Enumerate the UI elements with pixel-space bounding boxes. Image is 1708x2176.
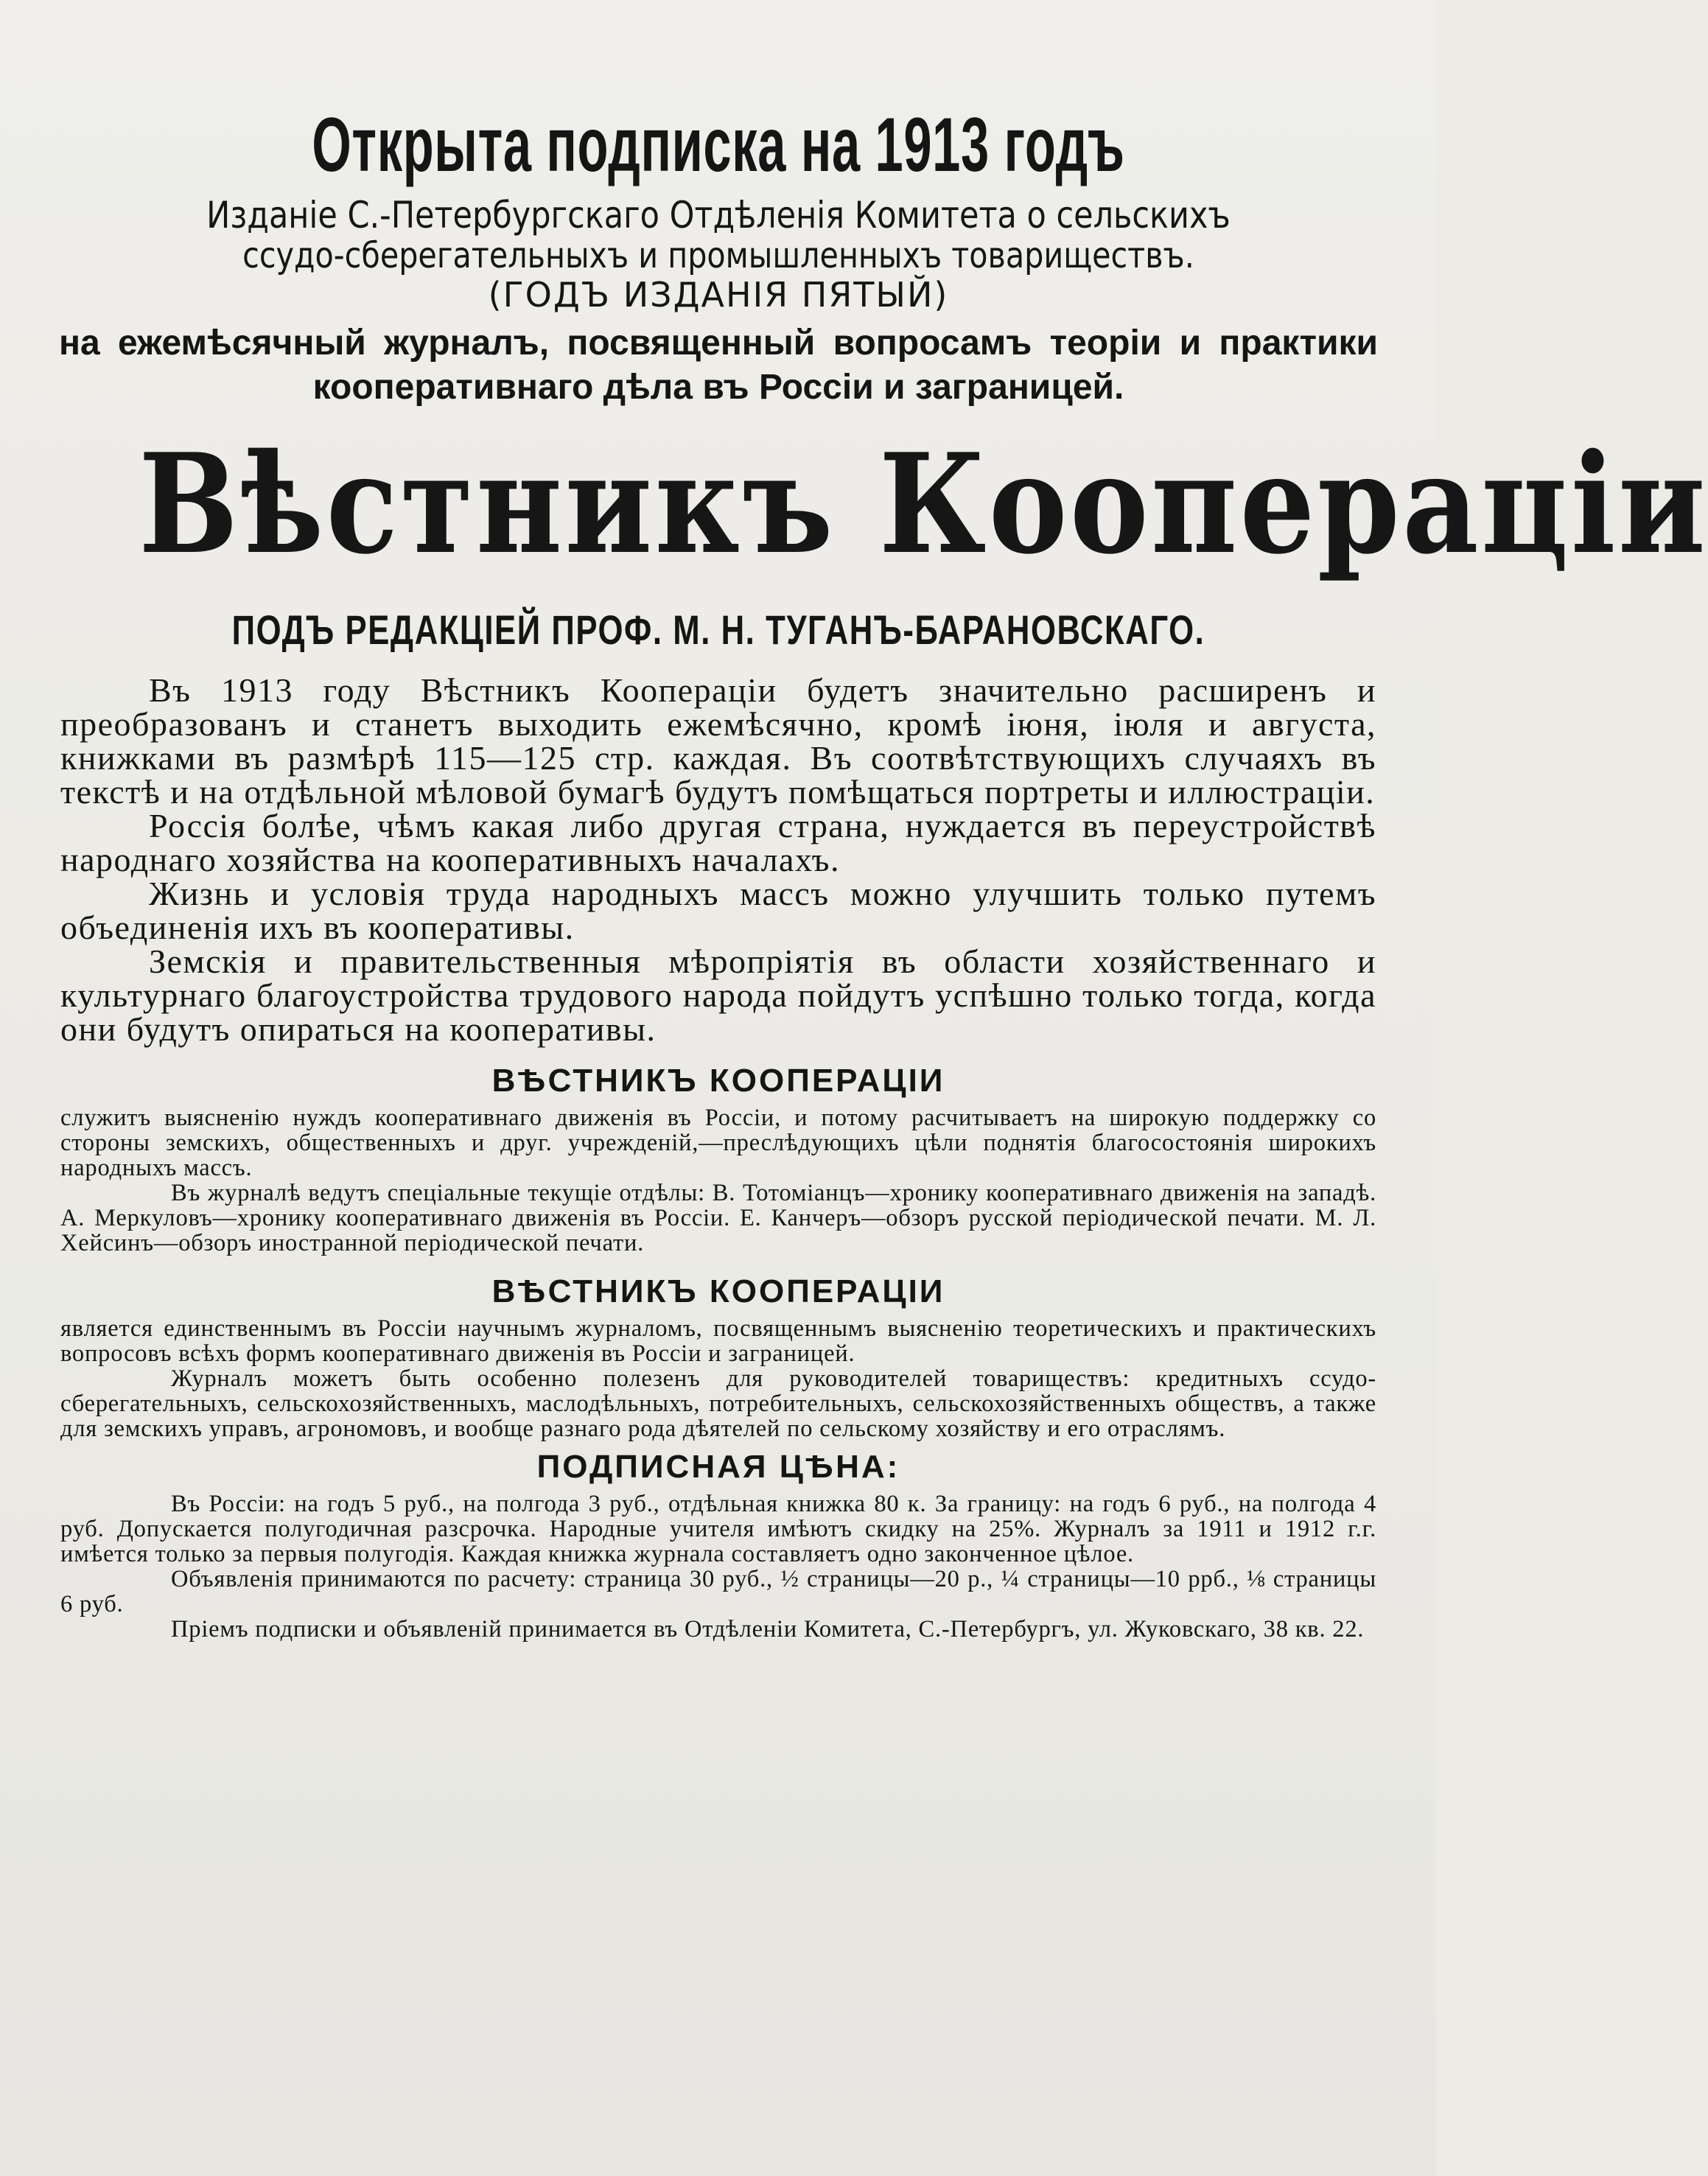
price-text xyxy=(60,1491,1376,1642)
section-2-paragraph: Журналъ можетъ быть особенно полезенъ для руководителей товариществъ: кредитныхъ ссудо-сберегательныхъ, сельскохозяйственныхъ, маслодѣльныхъ, потребительныхъ, сельскохозяйственныхъ обществъ, а также для земскихъ управъ, агрономовъ, и вообще разнаго рода дѣятелей по сельскому хозяйству и его отраслямъ. xyxy=(60,1365,1376,1442)
publisher-line-2: ссудо-сберегательныхъ и промышленныхъ товариществъ. xyxy=(242,235,1194,276)
main-text xyxy=(60,671,1376,1048)
section-2-paragraph: является единственнымъ въ Россіи научнымъ журналомъ, посвященнымъ выясненію теоретическихъ и практическихъ вопросовъ всѣхъ формъ кооперативнаго движенія въ Россіи и заграницей. xyxy=(60,1315,1376,1367)
price-heading: ПОДПИСНАЯ ЦѢНА: xyxy=(536,1449,900,1485)
price-paragraph: Объявленія принимаются по расчету: страница 30 руб., ½ страницы—20 р., ¼ страницы—10 рpб., ⅛ страницы 6 руб. xyxy=(60,1566,1376,1617)
page-title: Открыта подписка на 1913 годъ xyxy=(312,102,1125,188)
price-paragraph: Въ Россіи: на годъ 5 руб., на полгода 3 руб., отдѣльная книжка 80 к. За границу: на годъ 6 руб., на полгода 4 руб. Допускается полугодичная разсрочка. Народные учителя имѣютъ скидку на 25%. Журналъ за 1911 и 1912 г.г. имѣется только за первыя полугодія. Каждая книжка журнала составляетъ одно законченное цѣлое. xyxy=(60,1491,1376,1567)
price-paragraph: Пріемъ подписки и объявленій принимается въ Отдѣленіи Комитета, С.-Петербургъ, ул. Жуковскаго, 38 кв. 22. xyxy=(171,1616,1365,1643)
year-of-issue: (ГОДЪ ИЗДАНІЯ ПЯТЫЙ) xyxy=(488,275,949,315)
section-1-paragraph: Въ журналѣ ведутъ спеціальные текущіе отдѣлы: В. Тотоміанцъ—хронику кооперативнаго движенія на западѣ. А. Меркуловъ—хронику кооперативнаго движенія въ Россіи. Е. Канчеръ—обзоръ русской періодической печати. М. Л. Хейсинъ—обзоръ иностранной періодической печати. xyxy=(60,1180,1376,1256)
journal-description: на ежемѣсячный журналъ, посвященный вопросамъ теоріи и практики кооперативнаго дѣла въ Россіи и заграницей. xyxy=(59,323,1378,407)
section-1-text xyxy=(60,1105,1376,1256)
publisher-line-1: Изданіе С.-Петербургскаго Отдѣленія Комитета о сельскихъ xyxy=(206,194,1231,237)
section-2-text xyxy=(60,1316,1376,1441)
main-paragraph: Россія болѣе, чѣмъ какая либо другая страна, нуждается въ переустройствѣ народнаго хозяйства на кооперативныхъ началахъ. xyxy=(60,807,1376,878)
section-heading-2: ВѢСТНИКЪ КООПЕРАЦІИ xyxy=(491,1273,945,1309)
section-heading-1: ВѢСТНИКЪ КООПЕРАЦІИ xyxy=(491,1063,945,1099)
editor-line: ПОДЪ РЕДАКЦІЕЙ ПРОФ. М. Н. ТУГАНЪ-БАРАНОВСКАГО. xyxy=(231,606,1205,653)
section-1-paragraph: служитъ выясненію нуждъ кооперативнаго движенія въ Россіи, и потому расчитываетъ на широкую поддержку со стороны земскихъ, общественныхъ и друг. учрежденій,—преслѣдующихъ цѣли поднятія благосостоянія широкихъ народныхъ массъ. xyxy=(60,1105,1376,1181)
main-paragraph: Земскія и правительственныя мѣропріятія въ области хозяйственнаго и культурнаго благоустройства трудового народа пойдутъ успѣшно только тогда, когда они будутъ опираться на кооперативы. xyxy=(60,942,1376,1048)
advertisement-page xyxy=(44,96,1708,1643)
main-paragraph: Жизнь и условія труда народныхъ массъ можно улучшить только путемъ объединенія ихъ въ кооперативы. xyxy=(60,875,1376,946)
main-paragraph: Въ 1913 году Вѣстникъ Коопераціи будетъ значительно расширенъ и преобразованъ и станетъ выходить ежемѣсячно, кромѣ іюня, іюля и августа, книжками въ размѣрѣ 115—125 стр. каждая. Въ соотвѣтствующихъ случаяхъ въ текстѣ и на отдѣльной мѣловой бумагѣ будутъ помѣщаться портреты и иллюстраціи. xyxy=(60,671,1376,811)
journal-masthead: Вѣстникъ Коопераціи xyxy=(139,423,1708,584)
